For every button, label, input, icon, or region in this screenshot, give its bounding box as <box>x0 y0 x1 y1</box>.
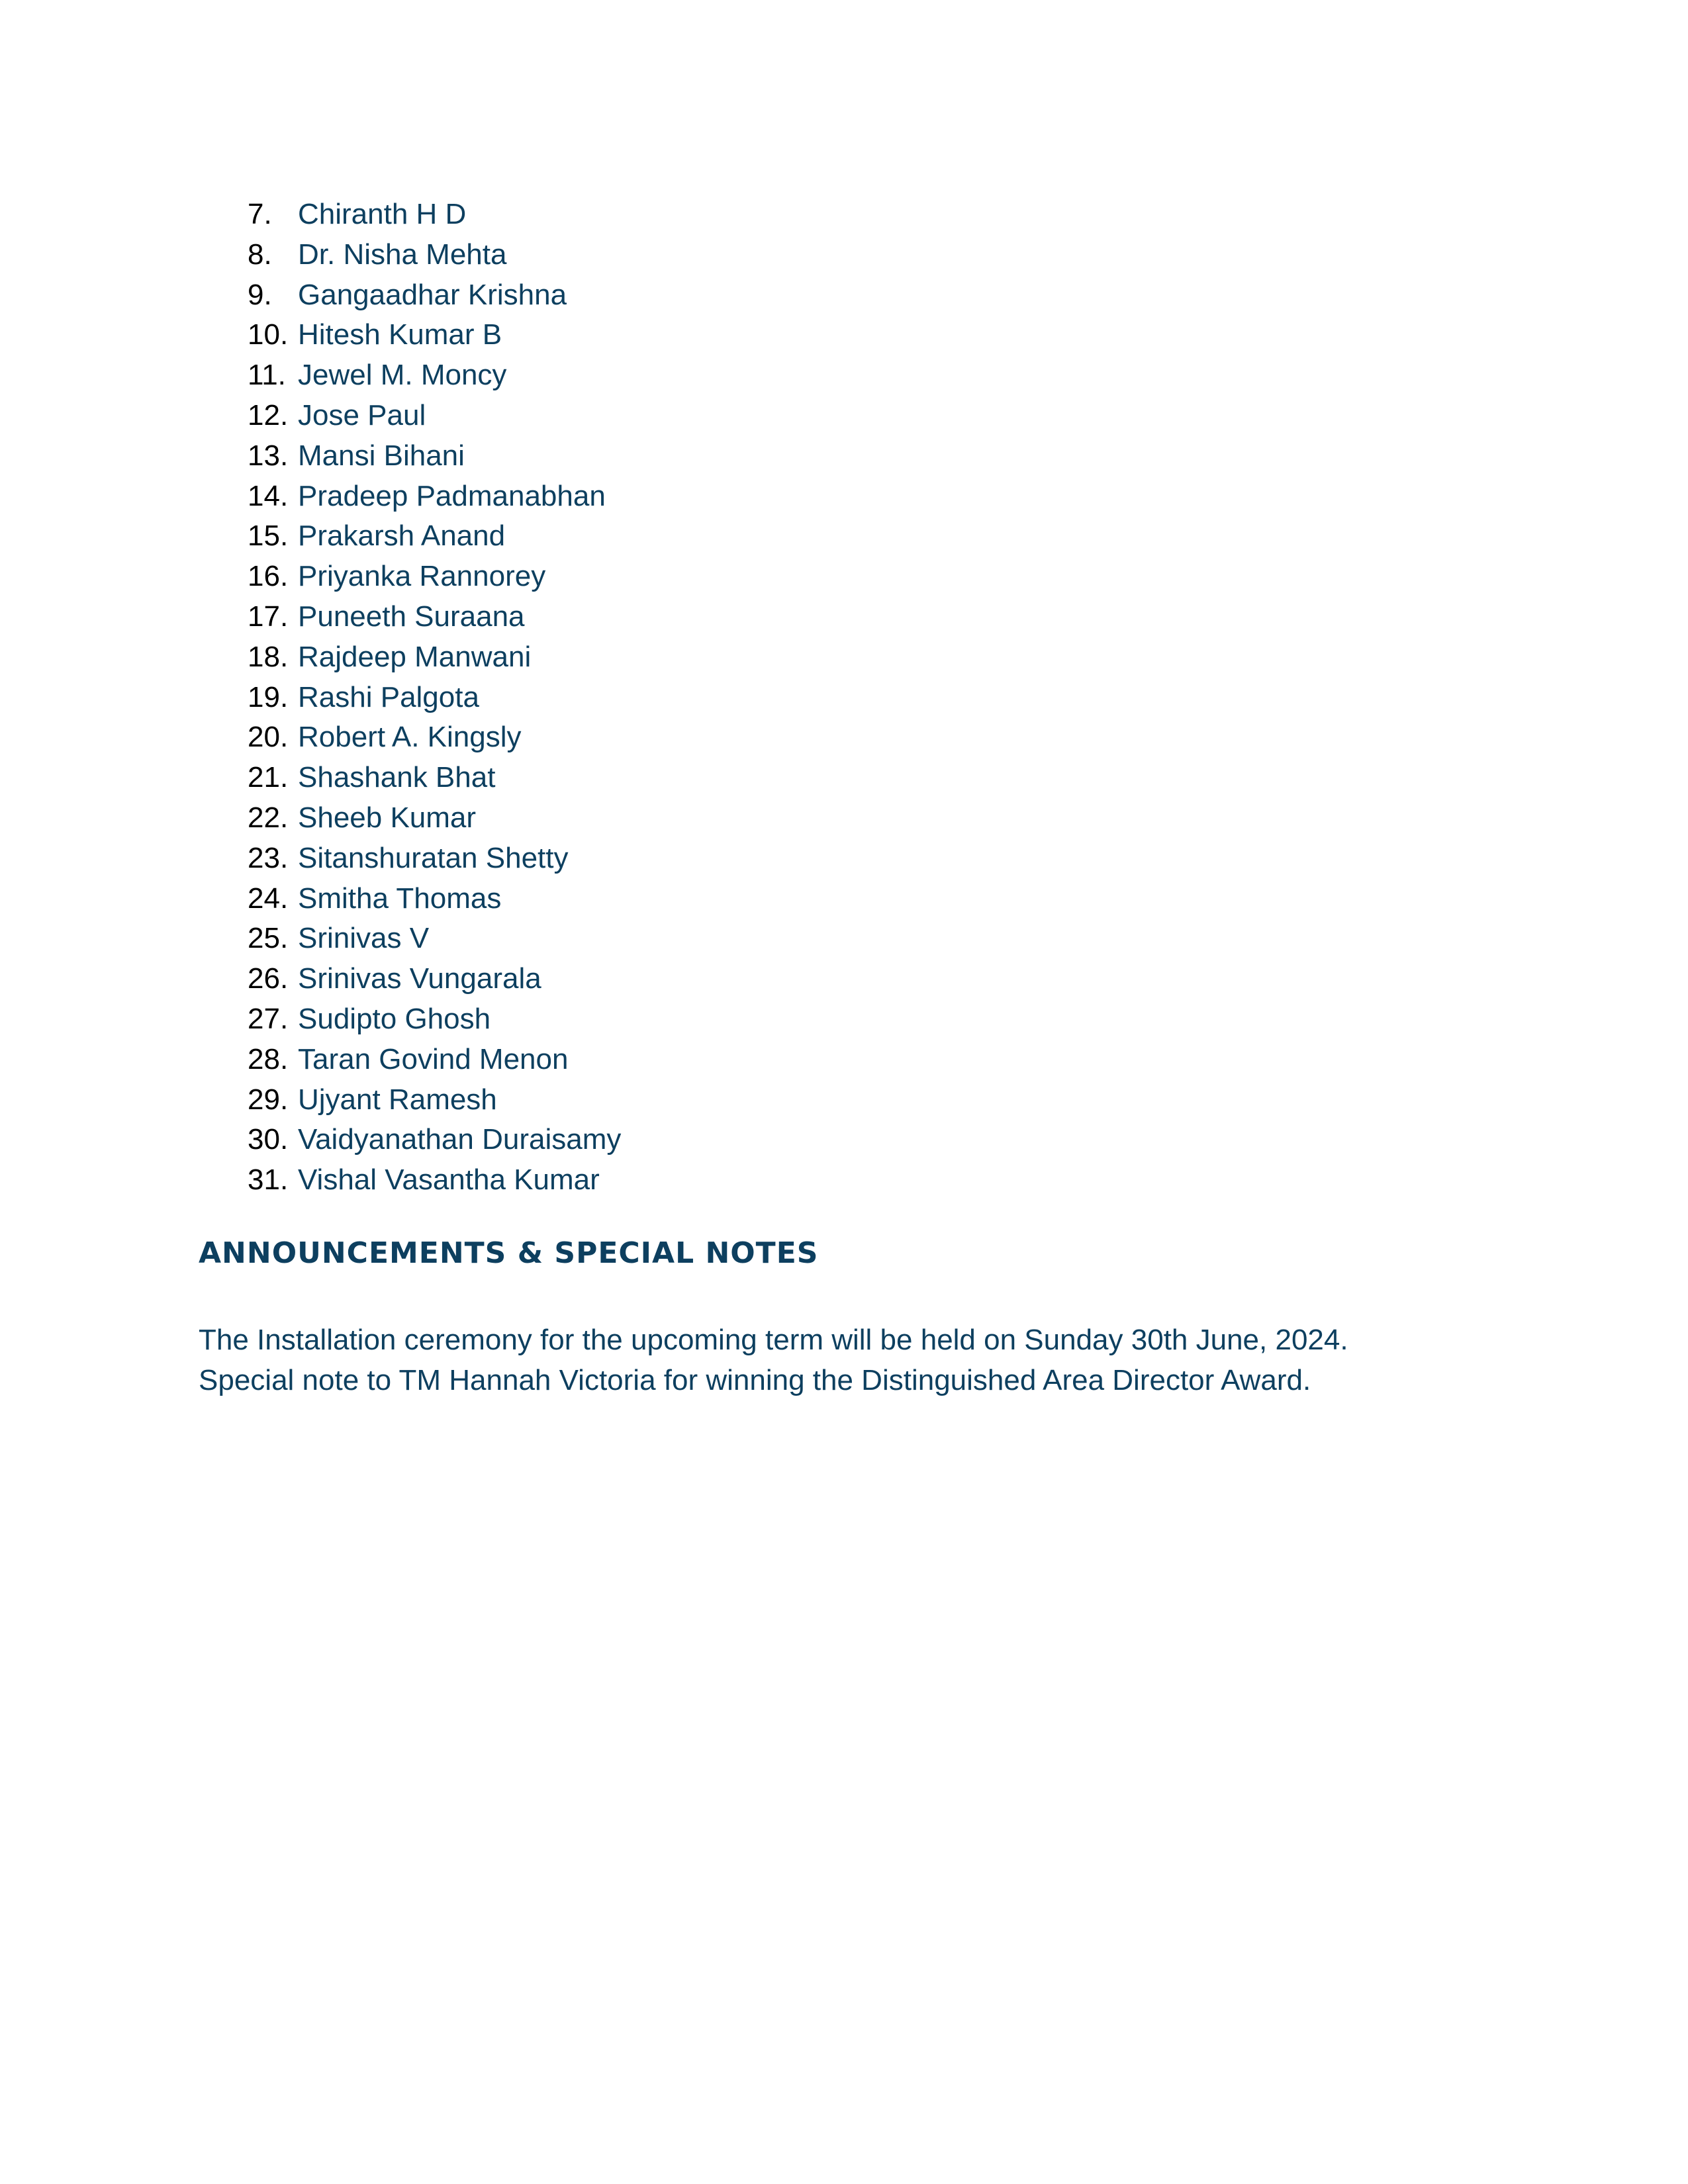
list-item <box>199 275 621 316</box>
list-item <box>199 678 621 718</box>
list-item-number: 12. <box>248 398 289 432</box>
list-item <box>199 1040 621 1080</box>
list-item-name: Jose Paul <box>298 398 426 432</box>
list-item <box>199 839 621 879</box>
list-item-name: Vaidyanathan Duraisamy <box>298 1123 622 1156</box>
list-item <box>199 1120 621 1160</box>
list-item-name: Gangaadhar Krishna <box>298 278 567 311</box>
list-item <box>199 717 621 758</box>
list-item <box>199 436 621 477</box>
list-item-name: Sheeb Kumar <box>298 801 477 834</box>
list-item-name: Shashank Bhat <box>298 761 496 794</box>
list-item-number: 21. <box>248 761 289 794</box>
announcement-line-award: Special note to TM Hannah Victoria for winning the Distinguished Area Director Award. <box>199 1364 1311 1396</box>
list-item-number: 28. <box>248 1042 289 1075</box>
list-item-name: Prakarsh Anand <box>298 520 506 553</box>
list-item <box>199 1160 621 1201</box>
list-item-number: 10. <box>248 318 289 351</box>
list-item-number: 30. <box>248 1123 289 1156</box>
list-item <box>199 195 621 235</box>
list-item <box>199 999 621 1040</box>
list-item <box>199 477 621 517</box>
list-item-number: 17. <box>248 600 289 633</box>
list-item-number: 20. <box>248 721 289 754</box>
list-item-name: Jewel M. Moncy <box>298 359 507 392</box>
list-item-number: 19. <box>248 680 289 713</box>
list-item-name: Srinivas V <box>298 922 430 955</box>
list-item-number: 22. <box>248 801 289 834</box>
list-item-number: 25. <box>248 922 289 955</box>
list-item-name: Dr. Nisha Mehta <box>298 238 507 271</box>
list-item-number: 23. <box>248 841 289 874</box>
list-item-number: 13. <box>248 439 289 472</box>
list-item <box>199 597 621 637</box>
list-item-name: Sudipto Ghosh <box>298 1002 491 1035</box>
list-item-name: Puneeth Suraana <box>298 600 525 633</box>
list-item <box>199 557 621 597</box>
list-item-name: Rashi Palgota <box>298 680 479 713</box>
attendee-list <box>199 195 621 1201</box>
list-item-name: Mansi Bihani <box>298 439 465 472</box>
list-item <box>199 355 621 396</box>
list-item-number: 29. <box>248 1083 289 1116</box>
list-item-number: 24. <box>248 882 289 915</box>
list-item-number: 9. <box>248 278 272 311</box>
list-item-name: Robert A. Kingsly <box>298 721 522 754</box>
list-item-number: 26. <box>248 962 289 995</box>
list-item-name: Taran Govind Menon <box>298 1042 569 1075</box>
list-item <box>199 758 621 798</box>
list-item <box>199 959 621 999</box>
list-item-number: 15. <box>248 520 289 553</box>
list-item <box>199 798 621 839</box>
list-item <box>199 235 621 275</box>
list-item <box>199 879 621 919</box>
list-item-name: Vishal Vasantha Kumar <box>298 1163 600 1197</box>
list-item-name: Hitesh Kumar B <box>298 318 502 351</box>
announcement-line-installation: The Installation ceremony for the upcoming term will be held on Sunday 30th June, 2024. <box>199 1324 1348 1356</box>
list-item-number: 18. <box>248 640 289 673</box>
announcements-notes <box>199 1320 1348 1400</box>
list-item-name: Pradeep Padmanabhan <box>298 479 606 512</box>
list-item <box>199 1080 621 1120</box>
list-item-name: Chiranth H D <box>298 198 467 230</box>
list-item-number: 7. <box>248 198 272 230</box>
list-item <box>199 637 621 678</box>
list-item <box>199 396 621 436</box>
list-item-name: Priyanka Rannorey <box>298 560 546 593</box>
list-item <box>199 315 621 355</box>
list-item-number: 16. <box>248 560 289 593</box>
list-item-name: Srinivas Vungarala <box>298 962 541 995</box>
list-item-number: 14. <box>248 479 289 512</box>
list-item-number: 11. <box>248 359 286 392</box>
list-item-number: 31. <box>248 1163 289 1197</box>
list-item-name: Ujyant Ramesh <box>298 1083 497 1116</box>
list-item-name: Rajdeep Manwani <box>298 640 532 673</box>
list-item-name: Smitha Thomas <box>298 882 502 915</box>
list-item-number: 8. <box>248 238 272 271</box>
announcements-heading: ANNOUNCEMENTS & SPECIAL NOTES <box>199 1236 819 1270</box>
list-item <box>199 919 621 959</box>
list-item-name: Sitanshuratan Shetty <box>298 841 569 874</box>
list-item-number: 27. <box>248 1002 289 1035</box>
list-item <box>199 516 621 557</box>
